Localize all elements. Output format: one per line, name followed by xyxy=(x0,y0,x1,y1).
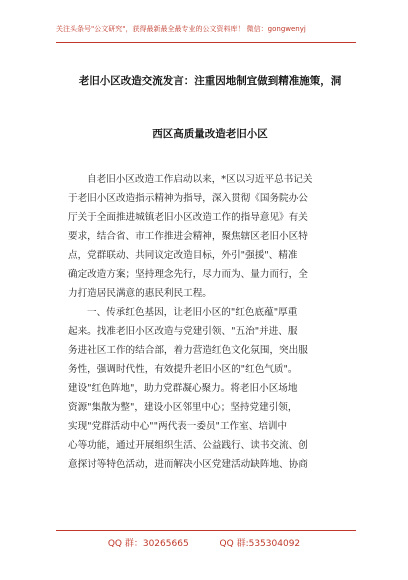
qq-group-1: QQ 群：30265665 xyxy=(107,539,189,549)
body-line: 实现"党群活动中心""两代表一委员"工作室、培训中 xyxy=(68,421,288,432)
document-body xyxy=(68,170,358,474)
body-line: 厅关于全面推进城镇老旧小区改造工作的指导意见》有关 xyxy=(68,212,308,223)
body-line: 要求，结合省、市工作推进会精神，聚焦辖区老旧小区特 xyxy=(68,231,308,242)
body-line: 点，党群联动、共同议定改造目标，外引"强援"、精准 xyxy=(68,250,298,261)
body-line: 资源"集散为整"，建设小区邻里中心；坚持党建引领， xyxy=(68,402,298,413)
qq-group-2: QQ 群:535304092 xyxy=(219,539,301,549)
body-line: 务性，强调时代性，有效提升老旧小区的"红色气质"。 xyxy=(68,364,298,375)
header-divider xyxy=(56,42,356,43)
body-line: 于老旧小区改造指示精神为指导，深入贯彻《国务院办公 xyxy=(68,193,308,204)
document-title-line-2: 西区高质量改造老旧小区 xyxy=(152,128,268,140)
header-banner: 关注头条号"公文研究"，获得最新最全最专业的公文资料库！ 微信：gongwenyj xyxy=(56,25,306,33)
body-line: 起来。找准老旧小区改造与党建引领、"五治"并进、服 xyxy=(68,326,298,337)
body-line: 自老旧小区改造工作启动以来，*区以习近平总书记关 xyxy=(87,174,313,185)
body-line: 务进社区工作的结合部，着力营造红色文化氛围，突出服 xyxy=(68,345,308,356)
body-line: 建设"红色阵地"，助力党群凝心聚力。将老旧小区场地 xyxy=(68,383,298,394)
body-line: 力打造居民满意的惠民利民工程。 xyxy=(68,288,212,299)
body-line: 确定改造方案；坚持理念先行，尽力而为、量力而行，全 xyxy=(68,269,308,280)
footer-contact xyxy=(0,536,408,549)
body-line: 心等功能，通过开展组织生活、公益践行、读书交流、创 xyxy=(68,440,308,451)
footer-divider xyxy=(56,530,356,531)
body-line: 一、传承红色基因，让老旧小区的"红色底蕴"厚重 xyxy=(87,307,298,318)
body-line: 意探讨等特色活动，进而解决小区党建活动缺阵地、协商 xyxy=(68,459,308,470)
document-title-line-1: 老旧小区改造交流发言：注重因地制宜做到精准施策，洞 xyxy=(78,75,342,87)
